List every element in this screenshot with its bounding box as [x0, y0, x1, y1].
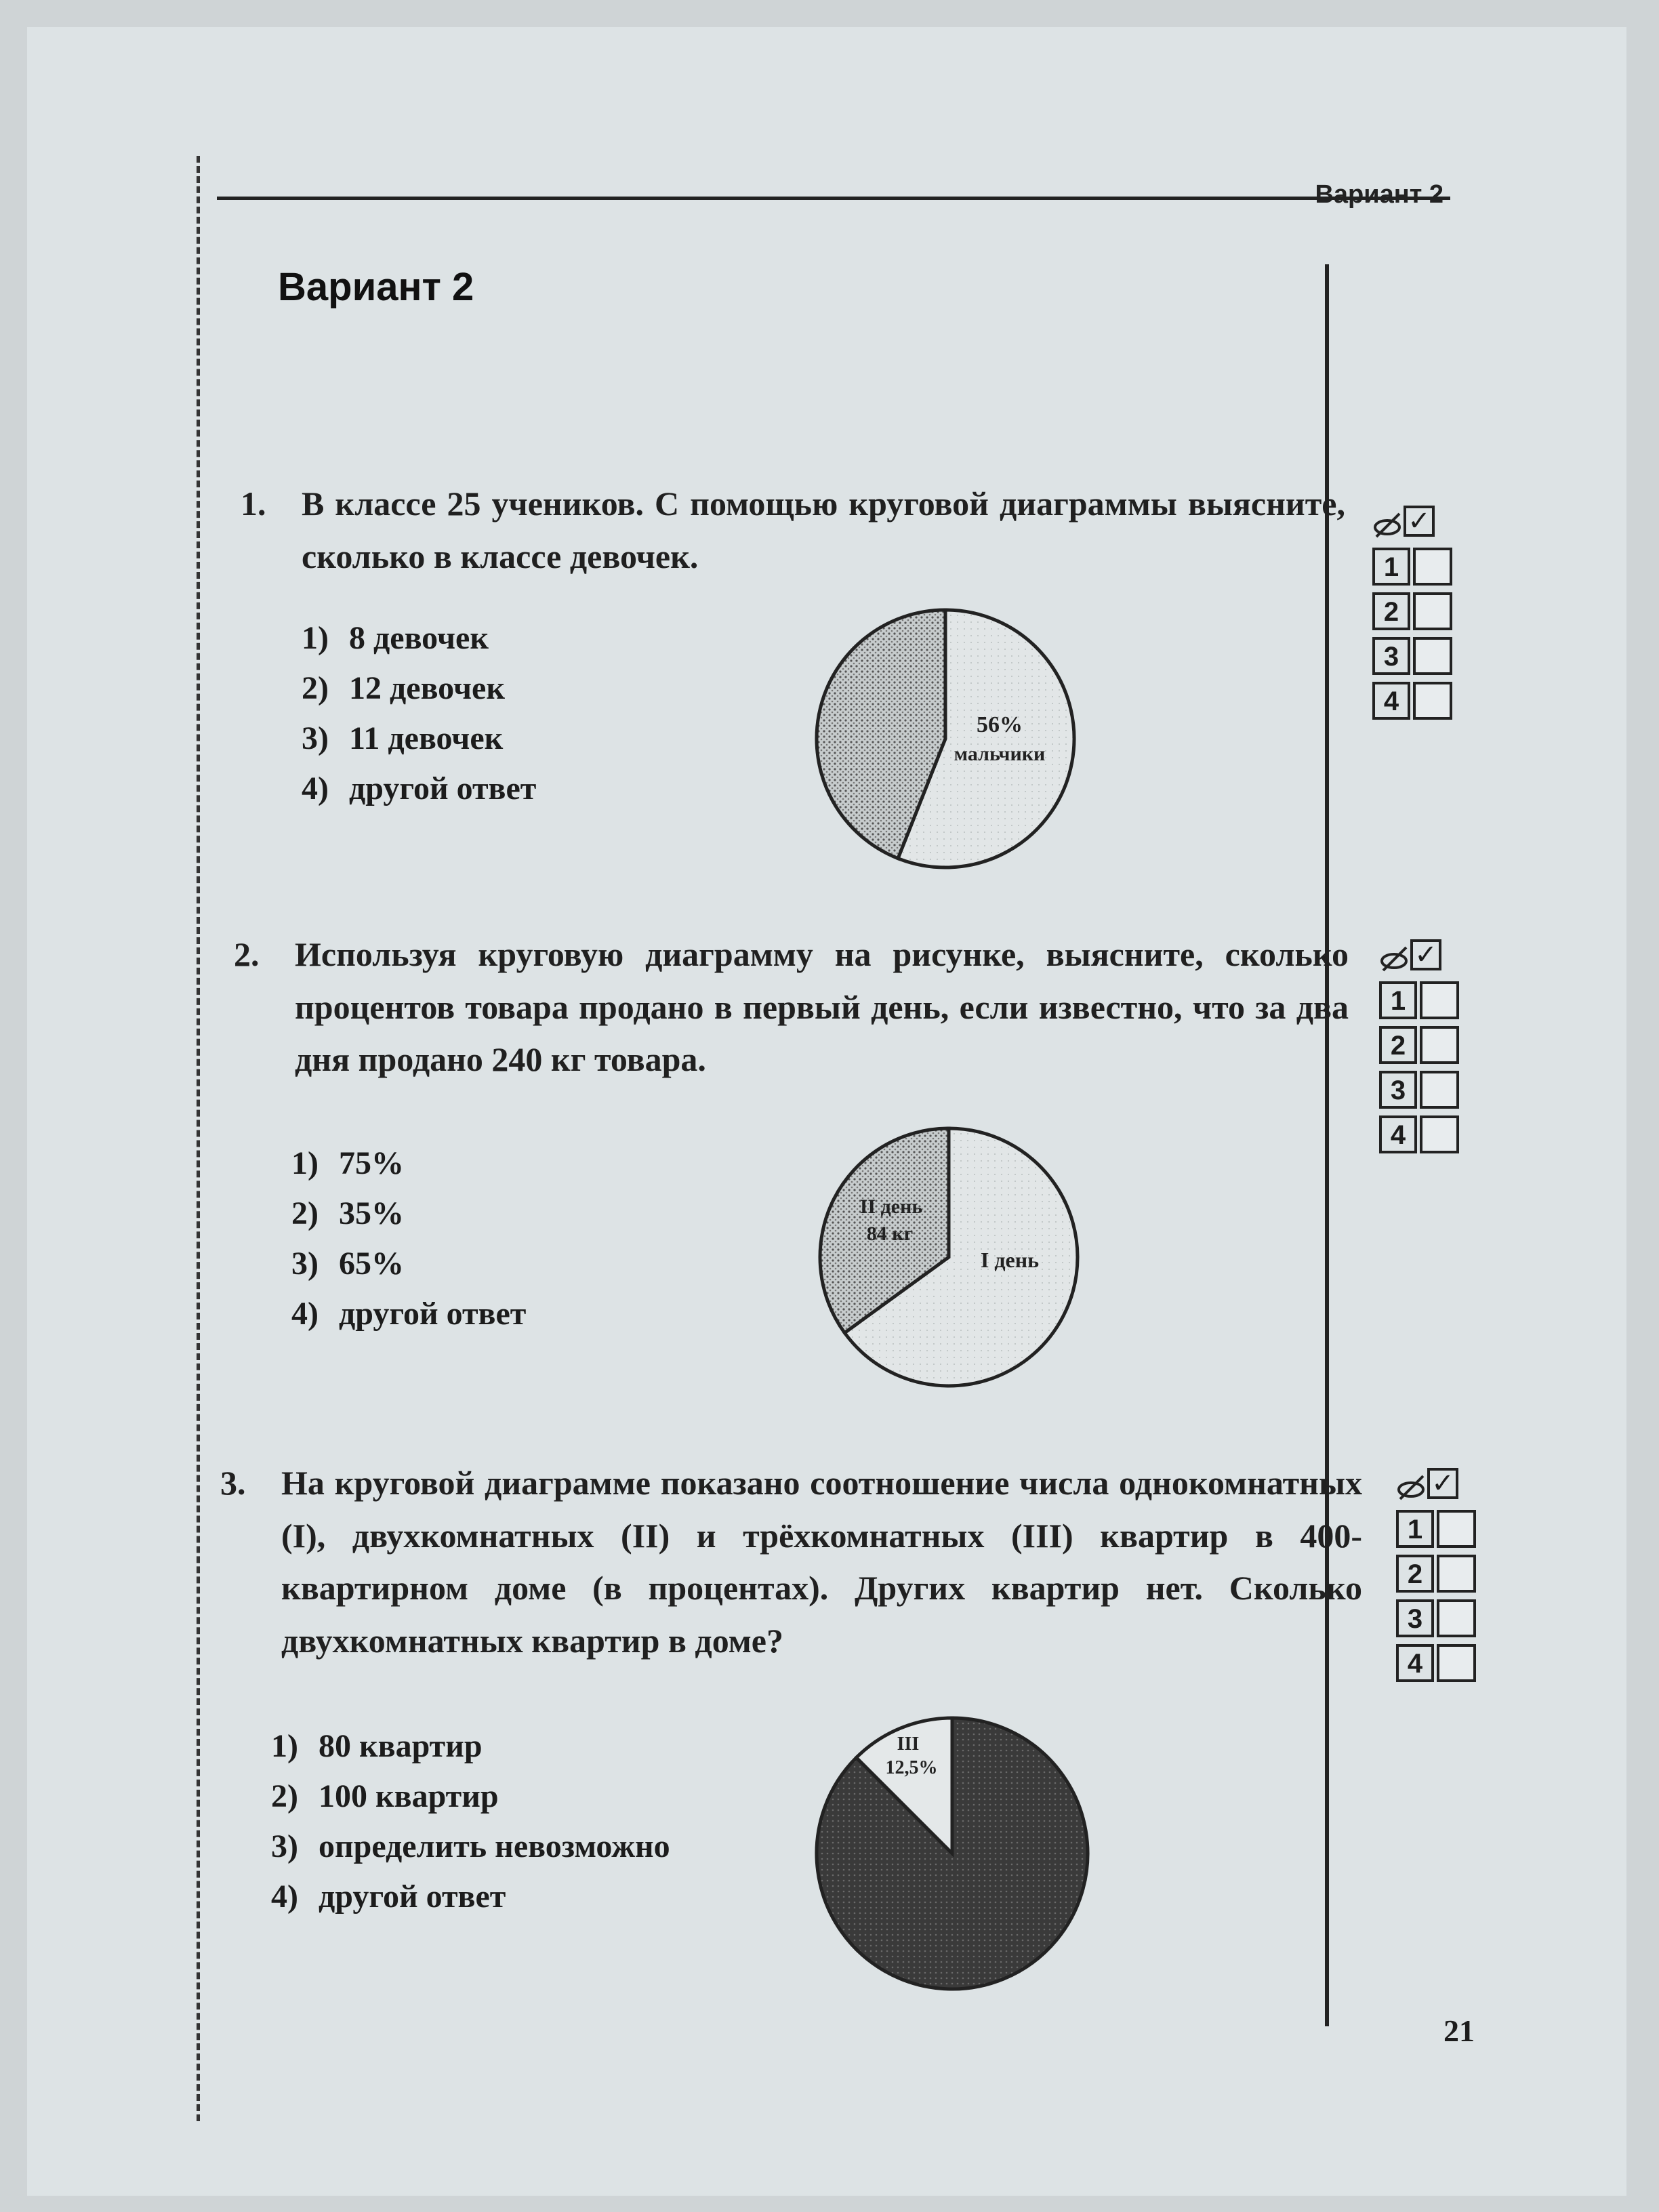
answer-option — [271, 1822, 670, 1872]
answer-option — [271, 1872, 670, 1922]
task-number: 3. — [220, 1464, 246, 1502]
answer-checkbox[interactable] — [1437, 1555, 1476, 1593]
answer-number: 3 — [1396, 1599, 1434, 1637]
task-text: На круговой диаграмме показано соотношение числа однокомнатных (I), двухкомнатных (II) и трёхкомнатных (III) квартир в 400-квартирном доме (в процентах). Других квартир нет. Сколько двухкомнатных квартир в доме? — [281, 1464, 1362, 1660]
answer-number: 4 — [1379, 1115, 1417, 1153]
answer-checkbox[interactable] — [1437, 1510, 1476, 1548]
answer-checkbox[interactable] — [1413, 682, 1452, 720]
answer-option — [302, 613, 536, 663]
option-label: 65% — [339, 1246, 404, 1282]
pie-label-iii: III — [897, 1734, 920, 1755]
task-1-options — [302, 613, 536, 814]
pie-label-12-5: 12,5% — [885, 1757, 938, 1778]
option-label: 8 девочек — [349, 620, 489, 656]
answer-option — [302, 764, 536, 814]
option-label: другой ответ — [319, 1879, 506, 1914]
answer-number: 2 — [1372, 592, 1410, 630]
option-label: 75% — [339, 1145, 404, 1181]
answer-checkbox[interactable] — [1420, 1071, 1459, 1109]
running-header: Вариант 2 — [1315, 180, 1443, 209]
pie-label-percent: 56% — [977, 712, 1023, 737]
answer-checkbox[interactable] — [1413, 592, 1452, 630]
task-number: 1. — [241, 485, 266, 523]
option-number: 1) — [302, 620, 329, 656]
answer-checkbox[interactable] — [1437, 1599, 1476, 1637]
answer-option — [291, 1139, 526, 1189]
option-label: другой ответ — [349, 771, 537, 806]
pie-slices — [817, 1718, 1088, 1989]
option-number: 4) — [302, 771, 329, 806]
pie-label-day-2: II день — [859, 1195, 923, 1218]
pen-icon — [1396, 1472, 1426, 1502]
answer-checkbox[interactable] — [1420, 981, 1459, 1019]
answer-checkbox[interactable] — [1413, 548, 1452, 586]
task-number: 2. — [234, 935, 260, 973]
pie-label-84kg: 84 кг — [866, 1223, 914, 1245]
answer-number: 1 — [1396, 1510, 1434, 1548]
task-2-options — [291, 1139, 526, 1339]
cut-line — [197, 156, 200, 2121]
pie-label-day-1: I день — [980, 1248, 1040, 1272]
answer-number: 1 — [1379, 981, 1417, 1019]
task-text: Используя круговую диаграмму на рисунке, выясните, сколько процентов товара продано в первый день, если известно, что за два дня продано 240 кг товара. — [295, 935, 1349, 1078]
checkmark-icon: ✓ — [1410, 939, 1441, 970]
answer-checkbox[interactable] — [1420, 1026, 1459, 1064]
pen-icon — [1379, 943, 1409, 973]
checkmark-icon: ✓ — [1427, 1468, 1458, 1499]
task-2 — [234, 928, 1349, 1086]
pie-chart-sales-days — [810, 1118, 1088, 1396]
answer-option — [271, 1721, 670, 1771]
option-number: 1) — [291, 1145, 319, 1181]
option-label: 80 квартир — [319, 1728, 483, 1764]
pie-label-boys: мальчики — [954, 743, 1046, 765]
answer-number: 2 — [1396, 1555, 1434, 1593]
option-label: 11 девочек — [349, 720, 504, 756]
pie-slice-i-ii — [817, 1718, 1088, 1989]
answer-number: 2 — [1379, 1026, 1417, 1064]
option-number: 4) — [291, 1296, 319, 1332]
answer-checkbox[interactable] — [1420, 1115, 1459, 1153]
answer-number: 1 — [1372, 548, 1410, 586]
answer-option — [291, 1239, 526, 1289]
answer-checkbox[interactable] — [1437, 1644, 1476, 1682]
pie-chart-apartments — [810, 1711, 1094, 1996]
pie-chart-boys-girls — [806, 600, 1084, 878]
answer-number: 3 — [1372, 637, 1410, 675]
option-number: 1) — [271, 1728, 298, 1764]
checkmark-icon: ✓ — [1404, 506, 1435, 537]
answer-checkbox[interactable] — [1413, 637, 1452, 675]
task-1 — [241, 478, 1345, 583]
answer-number: 4 — [1372, 682, 1410, 720]
answer-option — [291, 1189, 526, 1239]
task-3 — [220, 1457, 1362, 1667]
option-number: 2) — [291, 1195, 319, 1231]
answer-option — [291, 1289, 526, 1339]
answer-number: 3 — [1379, 1071, 1417, 1109]
page-number: 21 — [1443, 2013, 1475, 2048]
task-3-options — [271, 1721, 670, 1922]
option-label: 12 девочек — [349, 670, 505, 706]
option-label: 100 квартир — [319, 1778, 499, 1814]
option-number: 2) — [271, 1778, 298, 1814]
option-number: 3) — [271, 1828, 298, 1864]
answer-option — [302, 714, 536, 764]
option-label: другой ответ — [339, 1296, 527, 1332]
option-number: 3) — [302, 720, 329, 756]
option-label: определить невозможно — [319, 1828, 670, 1864]
answer-number: 4 — [1396, 1644, 1434, 1682]
pie-slices — [817, 610, 1074, 867]
option-number: 3) — [291, 1246, 319, 1282]
task-text: В классе 25 учеников. С помощью круговой диаграммы выясните, сколько в классе девочек. — [302, 485, 1345, 575]
page-title: Вариант 2 — [278, 265, 474, 309]
answer-option — [271, 1771, 670, 1822]
answer-option — [302, 663, 536, 714]
option-number: 2) — [302, 670, 329, 706]
option-label: 35% — [339, 1195, 404, 1231]
option-number: 4) — [271, 1879, 298, 1914]
pen-icon — [1372, 510, 1402, 539]
